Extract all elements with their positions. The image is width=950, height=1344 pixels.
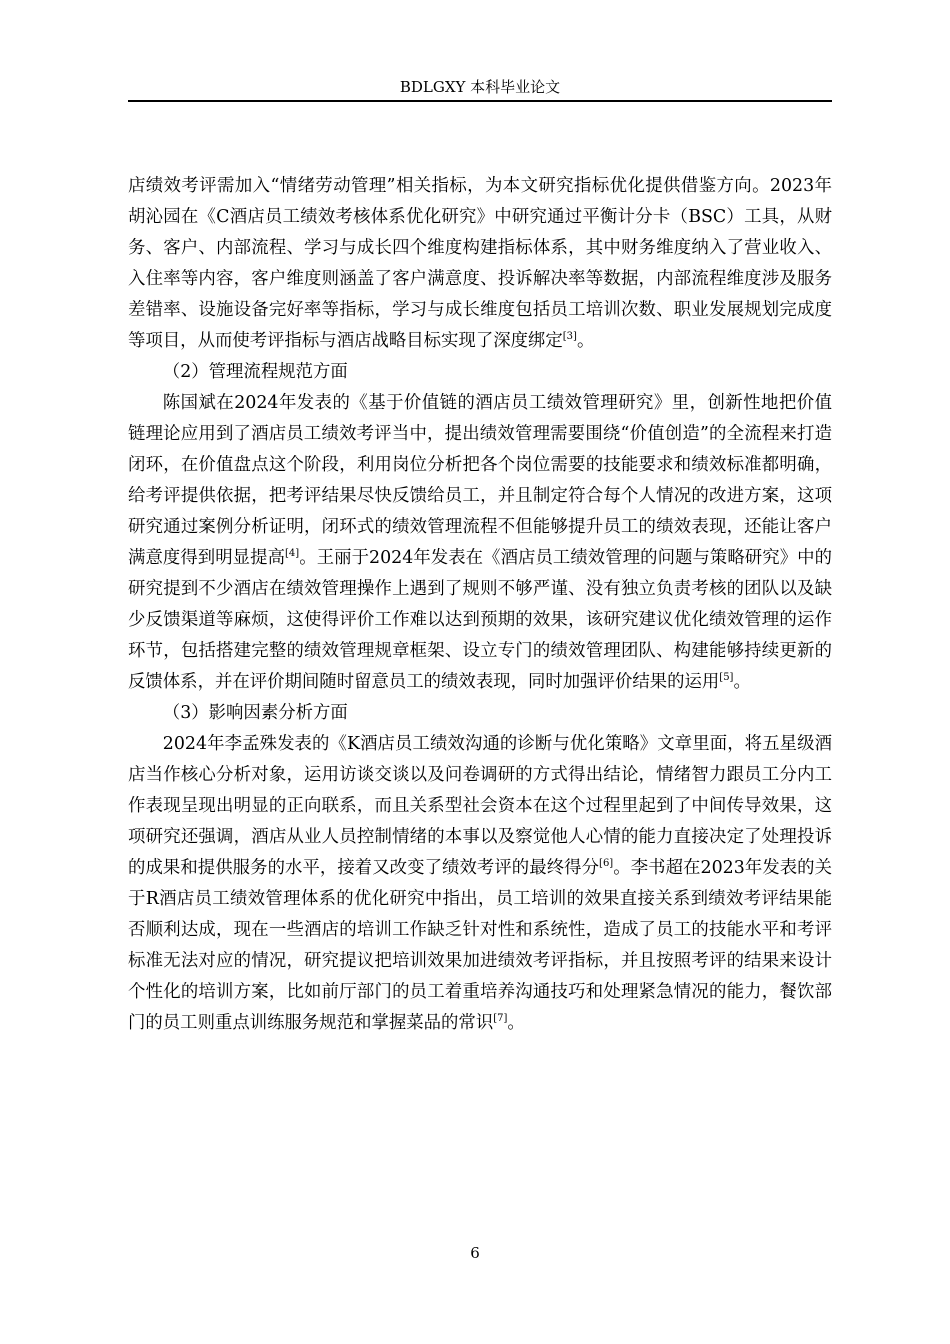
body-text <box>128 171 832 1039</box>
header-rule <box>128 100 832 102</box>
paragraph-tail: 。李书超在2023年发表的关于R酒店员工绩效管理体系的优化研究中指出，员工培训的效果直接关系到绩效考评结果能否顺利达成，现在一些酒店的培训工作缺乏针对性和系统性，造成了员工的技能水平和考评标准无法对应的情况，研究提议把培训效果加进绩效考评指标，并且按照考评的结果来设计个性化的培训方案，比如前厅部门的员工着重培养沟通技巧和处理紧急情况的能力，餐饮部门的员工则重点训练服务规范和掌握菜品的常识 <box>128 858 832 1033</box>
paragraph-tail: 。王丽于2024年发表在《酒店员工绩效管理的问题与策略研究》中的研究提到不少酒店在绩效管理操作上遇到了规则不够严谨、没有独立负责考核的团队以及缺少反馈渠道等麻烦，这使得评价工作难以达到预期的效果，该研究建议优化绩效管理的运作环节，包括搭建完整的绩效管理规章框架、设立专门的绩效管理团队、构建能够持续更新的反馈体系，并在评价期间随时留意员工的绩效表现，同时加强评价结果的运用 <box>128 548 832 692</box>
section-heading: （2）管理流程规范方面 <box>162 362 348 382</box>
citation-ref: [4] <box>285 548 300 560</box>
page-number: 6 <box>470 1244 480 1262</box>
citation-ref: [5] <box>719 672 734 684</box>
paragraph-tail: 。 <box>507 1013 525 1033</box>
paragraph-text: 陈国斌在2024年发表的《基于价值链的酒店员工绩效管理研究》里，创新性地把价值链理论应用到了酒店员工绩效考评当中，提出绩效管理需要围绕“价值创造”的全流程来打造闭环，在价值盘点这个阶段，利用岗位分析把各个岗位需要的技能要求和绩效标准都明确，给考评提供依据，把考评结果尽快反馈给员工，并且制定符合每个人情况的改进方案，这项研究通过案例分析证明，闭环式的绩效管理流程不但能够提升员工的绩效表现，还能让客户满意度得到明显提高 <box>128 393 832 568</box>
paragraph-text: 店绩效考评需加入“情绪劳动管理”相关指标，为本文研究指标优化提供借鉴方向。2023年胡沁园在《C酒店员工绩效考核体系优化研究》中研究通过平衡计分卡（BSC）工具，从财务、客户、内部流程、学习与成长四个维度构建指标体系，其中财务维度纳入了营业收入、入住率等内容，客户维度则涵盖了客户满意度、投诉解决率等数据，内部流程维度涉及服务差错率、设施设备完好率等指标，学习与成长维度包括员工培训次数、职业发展规划完成度等项目，从而使考评指标与酒店战略目标实现了深度绑定 <box>128 176 832 351</box>
section-heading: （3）影响因素分析方面 <box>162 703 348 723</box>
paragraph-body <box>128 729 832 1039</box>
citation-ref: [3] <box>562 331 577 343</box>
running-header: BDLGXY 本科毕业论文 <box>399 78 561 96</box>
paragraph-tail: 。 <box>576 331 595 351</box>
paragraph-body <box>128 388 832 698</box>
citation-ref: [7] <box>493 1013 508 1025</box>
citation-ref: [6] <box>599 858 614 870</box>
paragraph-continuation <box>128 171 832 357</box>
paragraph-text: 2024年李孟殊发表的《K酒店员工绩效沟通的诊断与优化策略》文章里面，将五星级酒店当作核心分析对象，运用访谈交谈以及问卷调研的方式得出结论，情绪智力跟员工分内工作表现呈现出明显的正向联系，而且关系型社会资本在这个过程里起到了中间传导效果，这项研究还强调，酒店从业人员控制情绪的本事以及察觉他人心情的能力直接决定了处理投诉的成果和提供服务的水平，接着又改变了绩效考评的最终得分 <box>128 734 832 878</box>
paragraph-tail: 。 <box>733 672 751 692</box>
